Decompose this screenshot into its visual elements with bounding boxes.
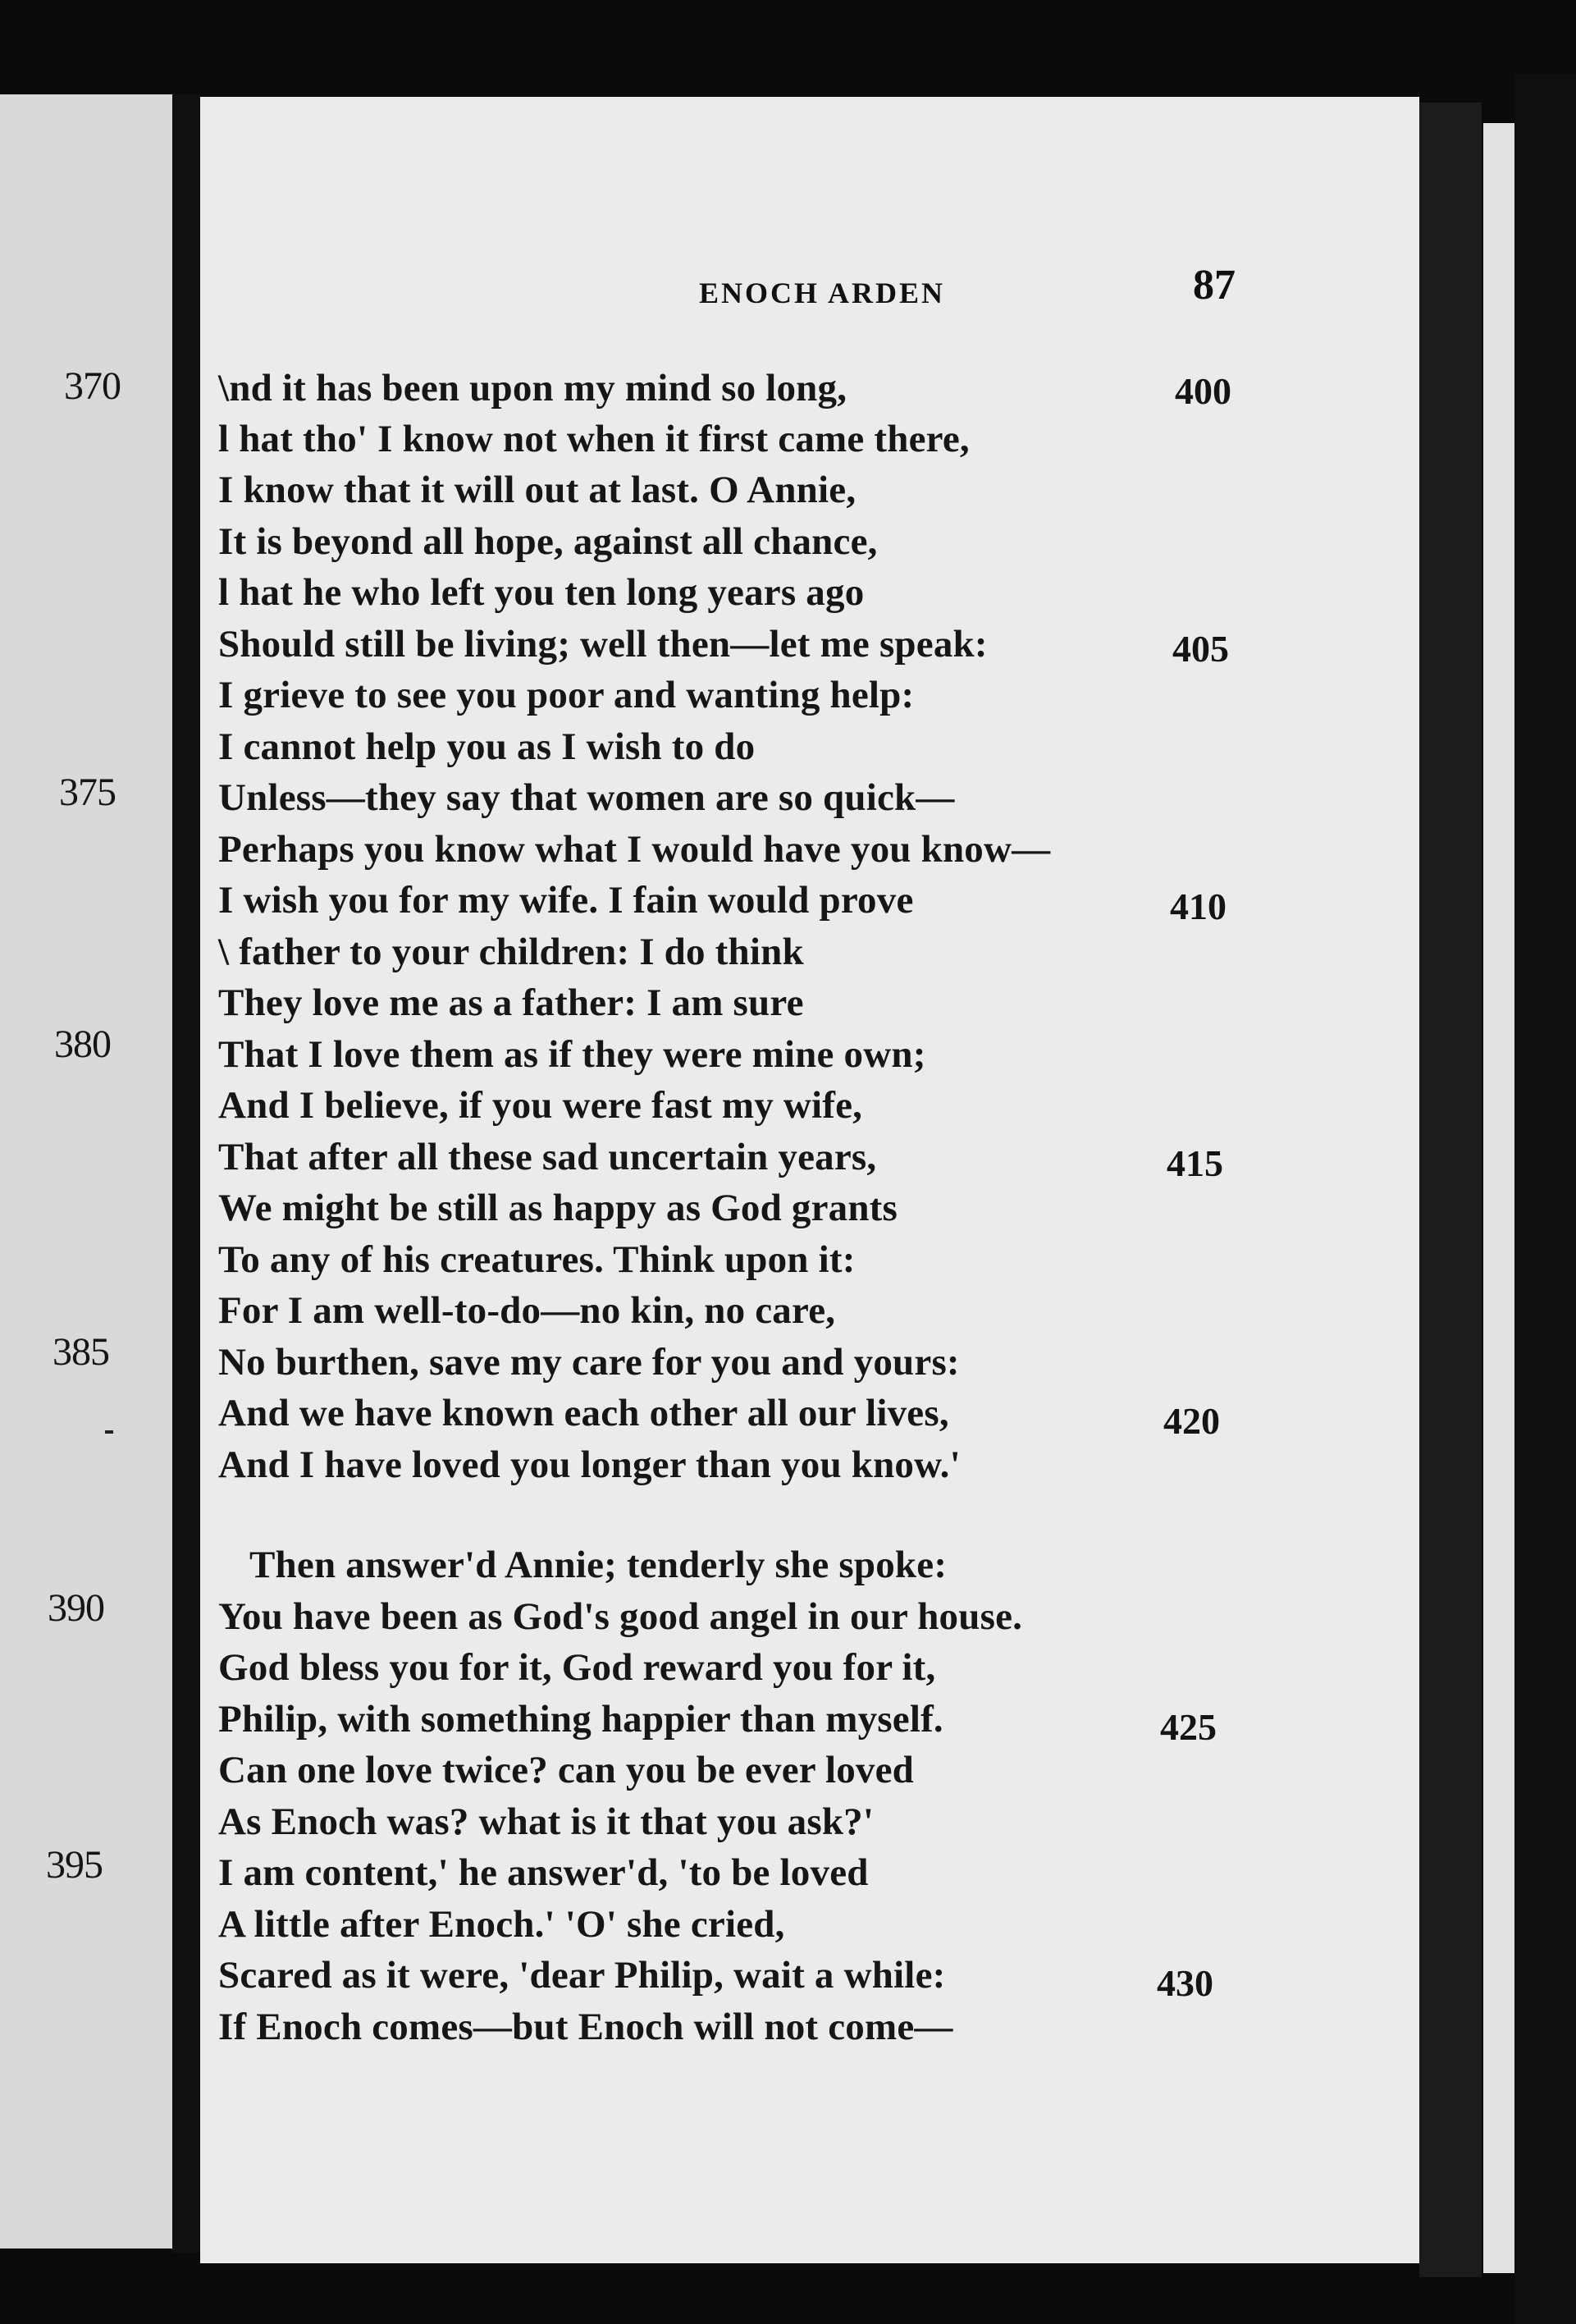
verse-line: I am content,' he answer'd, 'to be loved — [218, 1851, 869, 1894]
ink-mark — [105, 1430, 113, 1434]
verse-line: I grieve to see you poor and wanting help: — [218, 674, 915, 716]
verse-line: As Enoch was? what is it that you ask?' — [218, 1800, 875, 1843]
verse-line: We might be still as happy as God grants — [218, 1187, 898, 1229]
verse-line: It is beyond all hope, against all chance, — [218, 520, 878, 563]
verse-line: l hat tho' I know not when it first came there, — [218, 418, 970, 460]
left-line-number: 385 — [53, 1330, 109, 1374]
left-line-number: 395 — [46, 1843, 103, 1887]
verse-line: \ father to your children: I do think — [218, 931, 804, 973]
verse-line: \nd it has been upon my mind so long, — [218, 367, 847, 409]
verse-line: To any of his creatures. Think upon it: — [218, 1238, 856, 1281]
verse-line: l hat he who left you ten long years ago — [218, 571, 865, 614]
line-number: 430 — [1157, 1962, 1213, 2004]
line-number: 425 — [1160, 1706, 1217, 1748]
verse-line: Unless—they say that women are so quick— — [218, 776, 955, 819]
previous-page-margin — [0, 94, 172, 2249]
verse-line: No burthen, save my care for you and yours: — [218, 1341, 960, 1384]
verse-line: A little after Enoch.' 'O' she cried, — [218, 1903, 785, 1946]
verse-line: I know that it will out at last. O Annie, — [218, 469, 857, 511]
verse-line: That after all these sad uncertain years, — [218, 1136, 877, 1178]
line-number: 405 — [1172, 628, 1229, 670]
left-line-number: 375 — [59, 771, 116, 814]
verse-line: For I am well-to-do—no kin, no care, — [218, 1289, 836, 1332]
verse-line: God bless you for it, God reward you for it, — [218, 1646, 936, 1689]
line-number: 420 — [1163, 1400, 1220, 1442]
verse-line: Philip, with something happier than myself. — [218, 1698, 943, 1741]
running-title: ENOCH ARDEN — [698, 277, 946, 309]
line-number: 400 — [1175, 370, 1231, 412]
book-edge — [1419, 103, 1482, 2277]
verse-line: Then answer'd Annie; tenderly she spoke: — [249, 1544, 948, 1586]
book-gutter — [172, 94, 200, 2253]
page-number: 87 — [1193, 262, 1236, 309]
verse-line: That I love them as if they were mine own; — [218, 1033, 926, 1076]
left-line-number: 380 — [54, 1022, 111, 1066]
line-number: 415 — [1167, 1142, 1223, 1184]
verse-line: And I believe, if you were fast my wife, — [218, 1084, 863, 1127]
book-page — [200, 97, 1419, 2263]
verse-line: Scared as it were, 'dear Philip, wait a while: — [218, 1954, 946, 1997]
verse-line: They love me as a father: I am sure — [218, 981, 804, 1024]
line-number: 410 — [1170, 885, 1227, 927]
verse-line: And we have known each other all our lives, — [218, 1392, 949, 1434]
page-stack-edge — [1483, 123, 1514, 2273]
left-line-number: 390 — [48, 1586, 104, 1630]
verse-line: You have been as God's good angel in our house. — [218, 1595, 1023, 1638]
verse-line: Can one love twice? can you be ever loved — [218, 1749, 915, 1791]
verse-line: I cannot help you as I wish to do — [218, 725, 756, 768]
verse-line: If Enoch comes—but Enoch will not come— — [218, 2006, 953, 2048]
scan-border — [1514, 74, 1576, 2324]
verse-line: Perhaps you know what I would have you know— — [218, 828, 1051, 871]
left-line-number: 370 — [64, 364, 121, 408]
verse-line: I wish you for my wife. I fain would prove — [218, 879, 914, 922]
verse-line: And I have loved you longer than you know.' — [218, 1443, 961, 1486]
verse-line: Should still be living; well then—let me speak: — [218, 623, 988, 666]
